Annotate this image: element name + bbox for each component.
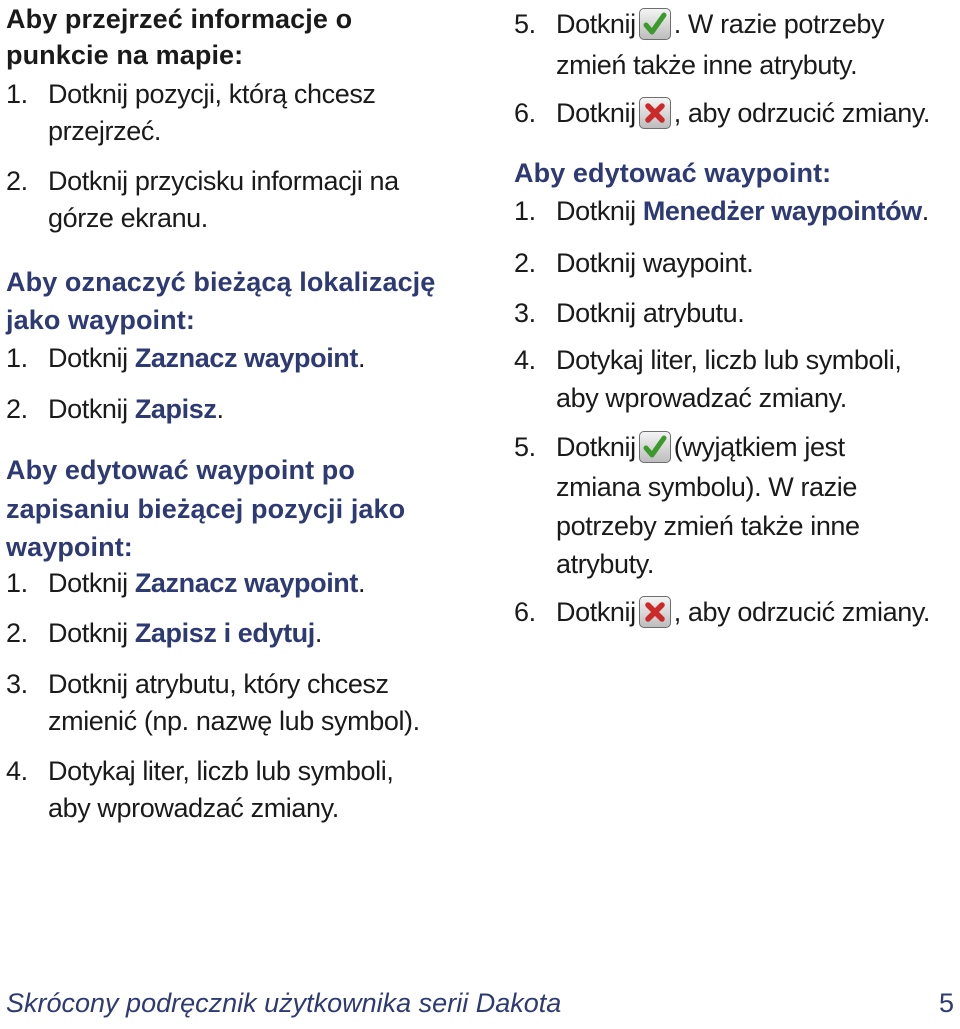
- step-item: [6, 340, 365, 376]
- step-number: 1.: [6, 343, 28, 373]
- step-item: [514, 6, 884, 42]
- step-text-cont: aby wprowadzać zmiany.: [556, 383, 847, 413]
- step-text-cont: górze ekranu.: [48, 203, 208, 233]
- step-text: Dotknij: [48, 394, 135, 424]
- step-item: [6, 163, 399, 199]
- step-text-cont: aby wprowadzać zmiany.: [48, 793, 339, 823]
- menu-link-mark-waypoint[interactable]: Zaznacz waypoint: [134, 568, 358, 598]
- section-heading-mark-waypoint-line2: jako waypoint:: [6, 305, 195, 335]
- step-text: , aby odrzucić zmiany.: [673, 98, 931, 128]
- step-number: 1.: [6, 79, 28, 109]
- step-item: [6, 565, 365, 601]
- step-text-punct: .: [921, 196, 929, 226]
- menu-link-mark-waypoint[interactable]: Zaznacz waypoint: [134, 343, 358, 373]
- step-text: Dotknij pozycji, którą chcesz: [48, 79, 376, 109]
- section-heading-edit-after-save: Aby edytować waypoint po: [6, 455, 355, 485]
- step-item: [6, 615, 322, 651]
- step-number: 4.: [514, 345, 536, 375]
- step-text: Dotknij atrybutu.: [556, 298, 745, 328]
- check-icon: [640, 9, 670, 39]
- cancel-x-button[interactable]: [639, 596, 671, 628]
- menu-link-waypoint-manager[interactable]: Menedżer waypointów: [642, 196, 922, 226]
- step-number: 1.: [514, 196, 536, 226]
- menu-link-save[interactable]: Zapisz: [134, 394, 217, 424]
- step-number: 2.: [6, 394, 28, 424]
- step-text-cont: zmienić (np. nazwę lub symbol).: [48, 706, 420, 736]
- step-text-cont: zmiana symbolu). W razie: [556, 472, 857, 502]
- section-heading-mark-waypoint: Aby oznaczyć bieżącą lokalizację: [6, 267, 436, 297]
- step-text: Dotknij przycisku informacji na: [48, 166, 399, 196]
- menu-link-save-and-edit[interactable]: Zapisz i edytuj: [134, 618, 315, 648]
- step-text-cont: przejrzeć.: [48, 116, 162, 146]
- step-text: Dotykaj liter, liczb lub symboli,: [48, 756, 394, 786]
- step-text-punct: .: [314, 618, 322, 648]
- step-number: 1.: [6, 568, 28, 598]
- section-heading-view-info-line2: punkcie na mapie:: [6, 40, 244, 70]
- step-text-cont: atrybuty.: [556, 549, 654, 579]
- cancel-x-button[interactable]: [639, 97, 671, 129]
- footer-manual-title: Skrócony podręcznik użytkownika serii Dakota: [6, 988, 562, 1018]
- step-item: [6, 666, 389, 702]
- step-text: (wyjątkiem jest: [673, 432, 845, 462]
- section-heading-edit-waypoint: Aby edytować waypoint:: [514, 158, 832, 188]
- step-text: Dotykaj liter, liczb lub symboli,: [556, 345, 902, 375]
- step-item: [514, 245, 753, 281]
- step-item: [6, 76, 376, 112]
- step-number: 4.: [6, 756, 28, 786]
- step-text: Dotknij: [556, 597, 636, 627]
- step-text: Dotknij: [556, 9, 636, 39]
- step-item: [514, 594, 930, 630]
- confirm-check-button[interactable]: [639, 8, 671, 40]
- section-heading-edit-after-save-line3: waypoint:: [6, 532, 133, 562]
- step-text: Dotknij: [48, 343, 135, 373]
- step-number: 6.: [514, 597, 536, 627]
- close-icon: [640, 597, 670, 627]
- page-number: 5: [938, 988, 954, 1018]
- step-text: Dotknij: [48, 618, 135, 648]
- step-text: Dotknij: [556, 98, 636, 128]
- step-item: [514, 429, 845, 465]
- step-number: 2.: [6, 618, 28, 648]
- step-text-cont: potrzeby zmień także inne: [556, 511, 860, 541]
- step-text-punct: .: [216, 394, 224, 424]
- step-item: [6, 753, 393, 789]
- step-number: 6.: [514, 98, 536, 128]
- close-icon: [640, 98, 670, 128]
- step-number: 2.: [6, 166, 28, 196]
- step-number: 3.: [6, 669, 28, 699]
- step-text: Dotknij waypoint.: [556, 248, 754, 278]
- step-number: 5.: [514, 432, 536, 462]
- section-heading-edit-after-save-line2: zapisaniu bieżącej pozycji jako: [6, 494, 406, 524]
- step-text-punct: .: [357, 568, 366, 598]
- step-number: 3.: [514, 298, 536, 328]
- step-text-cont: zmień także inne atrybuty.: [556, 50, 858, 80]
- step-item: [6, 391, 224, 427]
- section-heading-view-info: Aby przejrzeć informacje o: [6, 4, 353, 34]
- step-item: [514, 295, 744, 331]
- confirm-check-button[interactable]: [639, 431, 671, 463]
- step-number: 2.: [514, 248, 536, 278]
- step-item: [514, 95, 930, 131]
- step-item: [514, 342, 901, 378]
- step-text: Dotknij: [556, 432, 636, 462]
- step-text: Dotknij: [48, 568, 135, 598]
- step-text: Dotknij: [556, 196, 643, 226]
- step-item: [514, 193, 929, 229]
- step-text: Dotknij atrybutu, który chcesz: [48, 669, 389, 699]
- step-number: 5.: [514, 9, 536, 39]
- step-text-punct: .: [357, 343, 366, 373]
- step-text: , aby odrzucić zmiany.: [673, 597, 931, 627]
- step-text: . W razie potrzeby: [673, 9, 885, 39]
- check-icon: [640, 432, 670, 462]
